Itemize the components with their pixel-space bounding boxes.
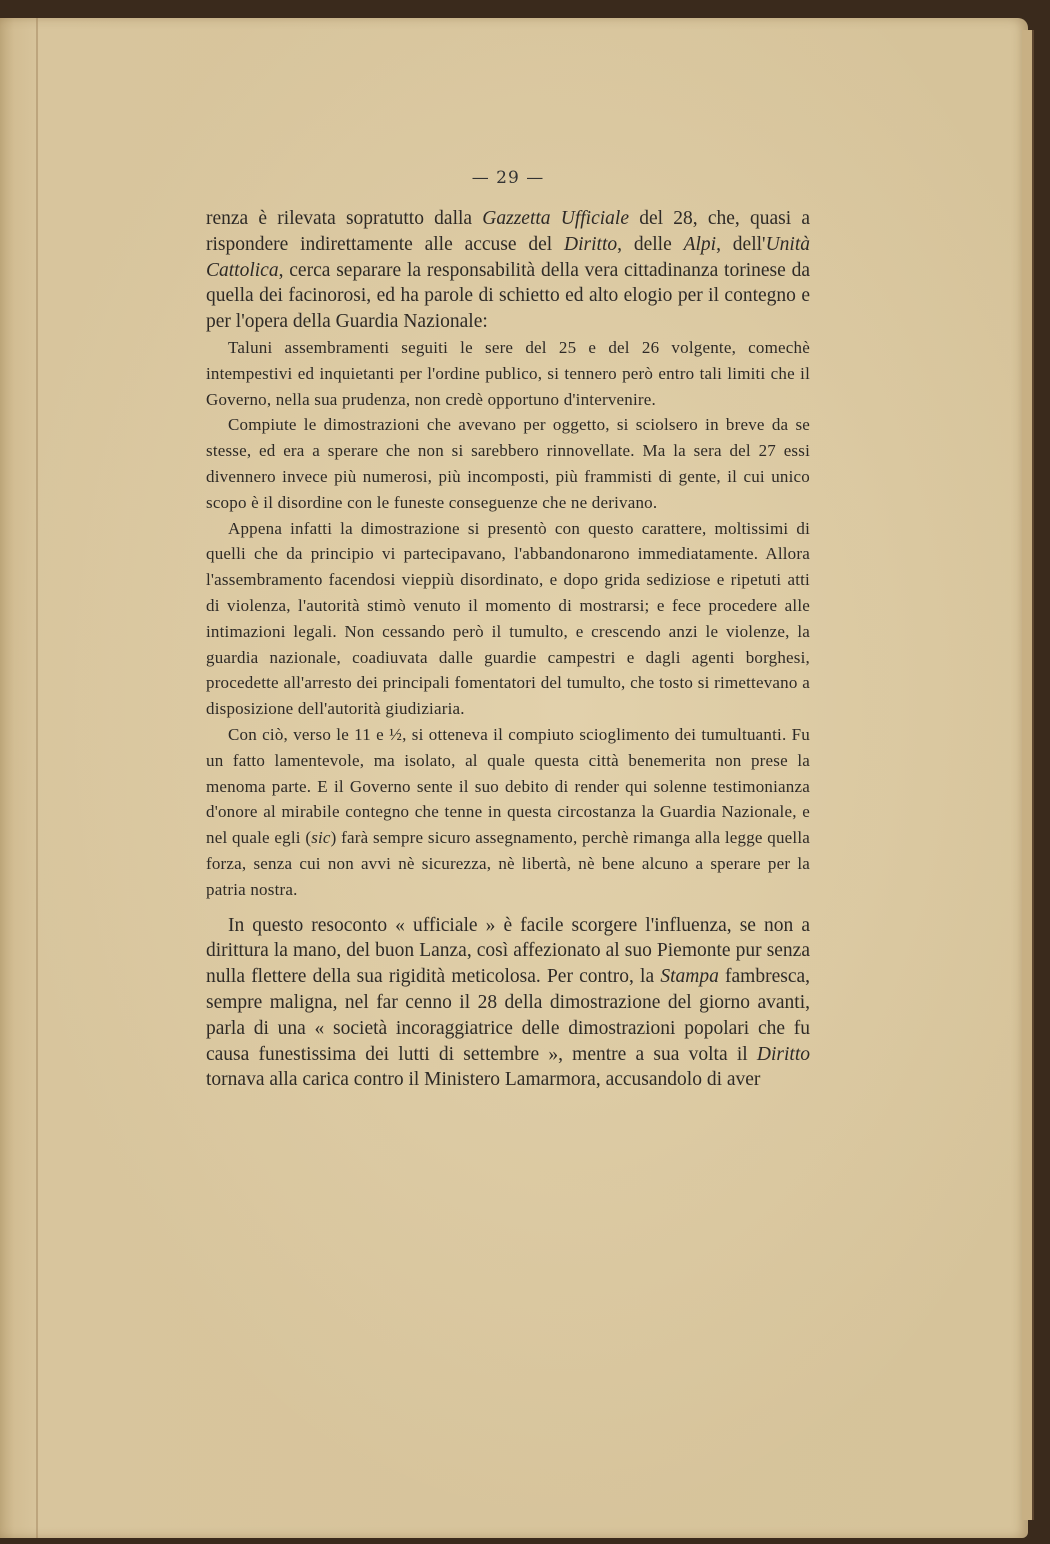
closing-text: In questo resoconto « ufficiale » è facile scorgere l'influenza, se non a dirittura la mano, del buon Lanza, così affezionato al suo Piemonte pur senza nulla flettere della sua rigidità meticolosa. Per contro, la bbox=[206, 914, 810, 988]
intro-text: del 28, che, quasi a rispondere indirettamente alle accuse del bbox=[206, 208, 810, 255]
quote-paragraph-2: Compiute le dimostrazioni che avevano per oggetto, si sciolsero in breve da se stesse, ed era a sperare che non si sarebbero rinnovellate. Ma la sera del 27 essi divennero invece più numerosi, più incomposti, più frammisti di gente, il cui unico scopo è il disordine con le funeste conseguenze che ne derivano. bbox=[206, 415, 810, 512]
intro-title-gazzetta: Gazzetta Ufficiale bbox=[482, 208, 629, 229]
intro-title-alpi: Alpi bbox=[683, 233, 717, 255]
closing-text: fambresca, sempre maligna, nel far cenno il 28 della dimostrazione del giorno avanti, parla di una « società incoraggiatrice delle dimostrazioni popolari che fu causa funestissima dei lutti di settembre », mentre a sua volta il bbox=[206, 966, 810, 1065]
closing-title-diritto: Diritto bbox=[756, 1043, 810, 1065]
intro-text: renza è rilevata sopratutto dalla bbox=[206, 208, 483, 229]
quote-paragraph-3: Appena infatti la dimostrazione si presentò con questo carattere, moltissimi di quelli che da principio vi partecipavano, l'abbandonarono immediatamente. Allora l'assembramento facendosi vieppiù disordinato, e dopo grida sediziose e ripetuti atti di violenza, l'autorità stimò venuto il momento di mostrarsi; e fece procedere alle intimazioni legali. Non cessando però il tumulto, e crescendo anzi le violenze, la guardia nazionale, coadiuvata dalle guardie campestri e dagli agenti borghesi, procedette all'arresto dei principali fomentatori del tumulto, che tosto si rimettevano a disposizione dell'autorità giudiziaria. bbox=[206, 518, 810, 719]
quote-paragraph-1: Taluni assembramenti seguiti le sere del 25 e del 26 volgente, comechè intempestivi ed inquietanti per l'ordine publico, si tennero però entro tali limiti che il Governo, nella sua prudenza, non credè opportuno d'intervenire. bbox=[206, 337, 810, 409]
intro-text: , dell' bbox=[716, 233, 766, 255]
closing-title-stampa: Stampa bbox=[660, 966, 719, 988]
paragraph-gap bbox=[206, 903, 810, 913]
intro-text: , delle bbox=[617, 233, 684, 255]
page-number: — 29 — bbox=[471, 168, 545, 188]
page-edge bbox=[1022, 30, 1034, 1520]
intro-title-diritto: Diritto bbox=[564, 233, 618, 255]
closing-paragraph bbox=[206, 913, 810, 1094]
closing-text: tornava alla carica contro il Ministero Lamarmora, accusandolo di aver bbox=[206, 1069, 761, 1091]
quote-paragraph-4 bbox=[206, 722, 810, 903]
quote-sic: sic bbox=[311, 828, 331, 848]
intro-text: , cerca separare la responsabilità della vera cittadinanza torinese da quella dei facinorosi, ed ha parole di schietto ed alto elogio per il contegno e per l'opera della Guardia Nazionale: bbox=[206, 259, 810, 333]
quote-text: Con ciò, verso le 11 e ½, si otteneva il compiuto scioglimento dei tumultuanti. Fu un fatto lamentevole, ma isolato, al quale questa città benemerita non prese la menoma parte. E il Governo sente il suo debito di render qui solenne testimonianza d'onore al mirabile contegno che tenne in questa circostanza la Guardia Nazionale, e nel quale egli ( bbox=[206, 724, 810, 848]
intro-paragraph bbox=[206, 206, 810, 335]
quote-text: ) farà sempre sicuro assegnamento, perchè rimanga alla legge quella forza, senza cui non avvi nè sicurezza, nè libertà, nè bene alcuno a sperare per la patria nostra. bbox=[206, 828, 811, 899]
intro-title-unita-cattolica: Unità Cattolica bbox=[206, 233, 810, 281]
page-content bbox=[206, 168, 810, 1093]
page-gutter bbox=[36, 18, 38, 1538]
